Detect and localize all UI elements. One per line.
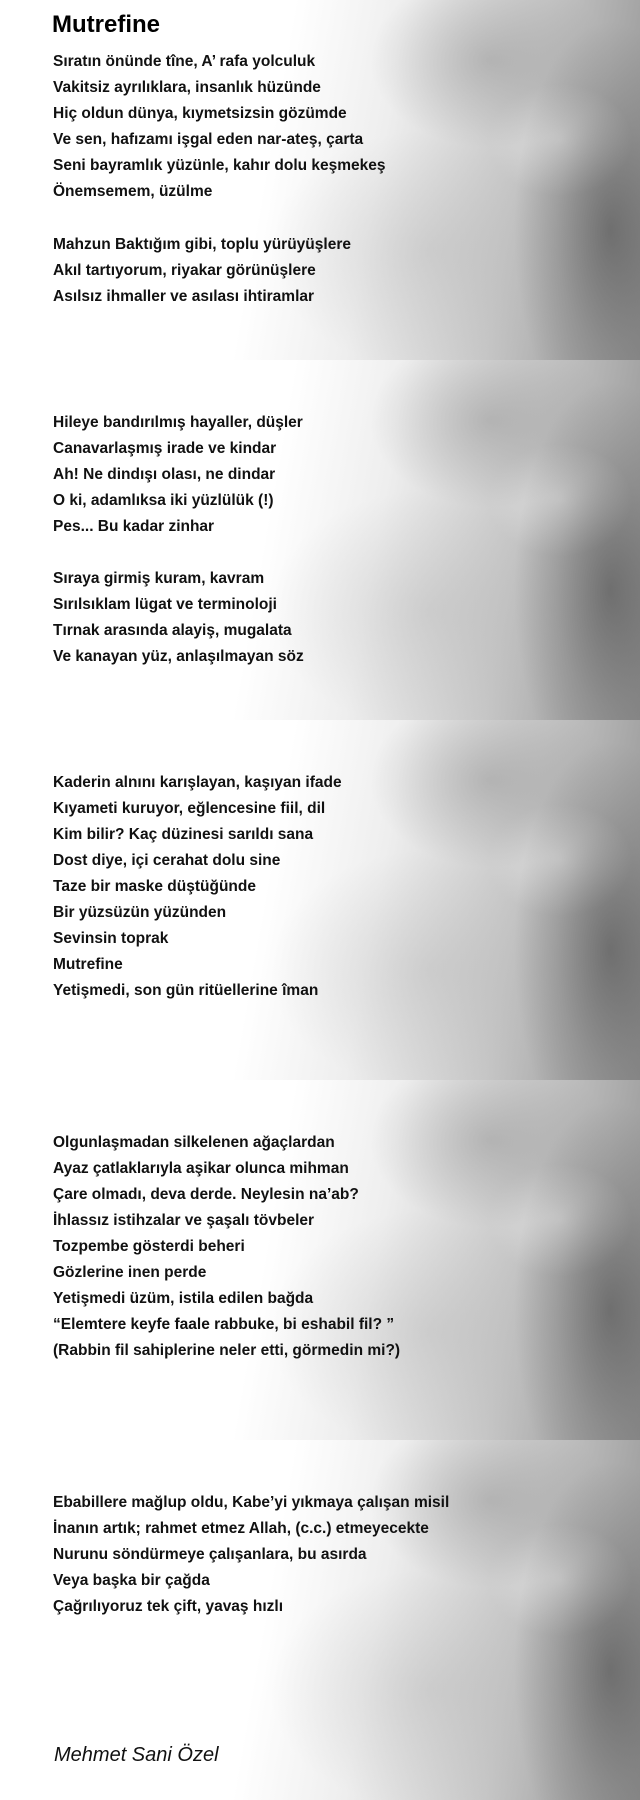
poem-line: Veya başka bir çağda	[53, 1572, 210, 1589]
poem-line: Sıratın önünde tîne, A’ rafa yolculuk	[53, 53, 316, 70]
stanza	[53, 1490, 449, 1594]
poem-line: Asılsız ihmaller ve asılası ihtiramlar	[53, 288, 315, 305]
poem-line: Hiç oldun dünya, kıymetsizsin gözümde	[53, 105, 347, 122]
poem-line: “Elemtere keyfe faale rabbuke, bi eshabil fil? ”	[53, 1316, 395, 1333]
stanza	[53, 770, 342, 978]
poem-title: Mutrefine	[52, 11, 160, 38]
poem-line: Hileye bandırılmış hayaller, düşler	[53, 414, 303, 431]
poem-line: Ayaz çatlaklarıyla aşikar olunca mihman	[53, 1160, 349, 1177]
stanza	[53, 232, 351, 310]
poem-card-4	[0, 1080, 640, 1440]
poem-line: Taze bir maske düştüğünde	[53, 878, 256, 895]
stanza	[53, 1286, 400, 1364]
poem-line: Yetişmedi, son gün ritüellerine îman	[53, 982, 319, 999]
poem-line: Canavarlaşmış irade ve kindar	[53, 440, 277, 457]
poem-line: Çare olmadı, deva derde. Neylesin na’ab?	[53, 1186, 359, 1203]
stanza	[53, 1594, 283, 1620]
poem-card-3	[0, 720, 640, 1080]
poem-line: O ki, adamlıksa iki yüzlülük (!)	[53, 492, 274, 509]
poem-card-1	[0, 0, 640, 360]
poem-line: (Rabbin fil sahiplerine neler etti, görmedin mi?)	[53, 1342, 401, 1359]
poem-line: Seni bayramlık yüzünle, kahır dolu keşmekeş	[53, 157, 386, 174]
poem-line: Ah! Ne dindışı olası, ne dindar	[53, 466, 276, 483]
poem-line: Pes... Bu kadar zinhar	[53, 518, 215, 535]
poem-line: Çağrılıyoruz tek çift, yavaş hızlı	[53, 1598, 283, 1615]
poem-line: Kıyameti kuruyor, eğlencesine fiil, dil	[53, 800, 326, 817]
poem-line: Ve sen, hafızamı işgal eden nar-ateş, çarta	[53, 131, 364, 148]
poem-line: Ve kanayan yüz, anlaşılmayan söz	[53, 648, 304, 665]
poem-line: Önemsemem, üzülme	[53, 183, 213, 200]
stanza	[53, 410, 303, 540]
poem-line: Sıraya girmiş kuram, kavram	[53, 570, 265, 587]
poem-card-2	[0, 360, 640, 720]
poem-line: Sevinsin toprak	[53, 930, 169, 947]
stanza	[53, 49, 386, 205]
poem-line: Nurunu söndürmeye çalışanlara, bu asırda	[53, 1546, 367, 1563]
poem-line: Mahzun Baktığım gibi, toplu yürüyüşlere	[53, 236, 351, 253]
poem-line: İnanın artık; rahmet etmez Allah, (c.c.) etmeyecekte	[53, 1520, 429, 1537]
poem-line: Kaderin alnını karışlayan, kaşıyan ifade	[53, 774, 342, 791]
poem-line: Akıl tartıyorum, riyakar görünüşlere	[53, 262, 316, 279]
poem-line: Dost diye, içi cerahat dolu sine	[53, 852, 281, 869]
poem-line: Vakitsiz ayrılıklara, insanlık hüzünde	[53, 79, 321, 96]
author-signature: Mehmet Sani Özel	[54, 1744, 219, 1766]
poem-line: Kim bilir? Kaç düzinesi sarıldı sana	[53, 826, 314, 843]
poem-line: Tozpembe gösterdi beheri	[53, 1238, 245, 1255]
stanza	[53, 1130, 359, 1286]
poem-line: Olgunlaşmadan silkelenen ağaçlardan	[53, 1134, 335, 1151]
poem-line: Gözlerine inen perde	[53, 1264, 207, 1281]
poem-line: Ebabillere mağlup oldu, Kabe’yi yıkmaya çalışan misil	[53, 1494, 450, 1511]
poem-line: Bir yüzsüzün yüzünden	[53, 904, 227, 921]
stanza	[53, 566, 304, 670]
poem-card-5	[0, 1440, 640, 1800]
poem-line: İhlassız istihzalar ve şaşalı tövbeler	[53, 1212, 315, 1229]
poem-line: Tırnak arasında alayiş, mugalata	[53, 622, 292, 639]
poem-line: Yetişmedi üzüm, istila edilen bağda	[53, 1290, 314, 1307]
poem-line: Mutrefine	[53, 956, 123, 973]
stanza	[53, 978, 318, 1004]
poem-line: Sırılsıklam lügat ve terminoloji	[53, 596, 277, 613]
